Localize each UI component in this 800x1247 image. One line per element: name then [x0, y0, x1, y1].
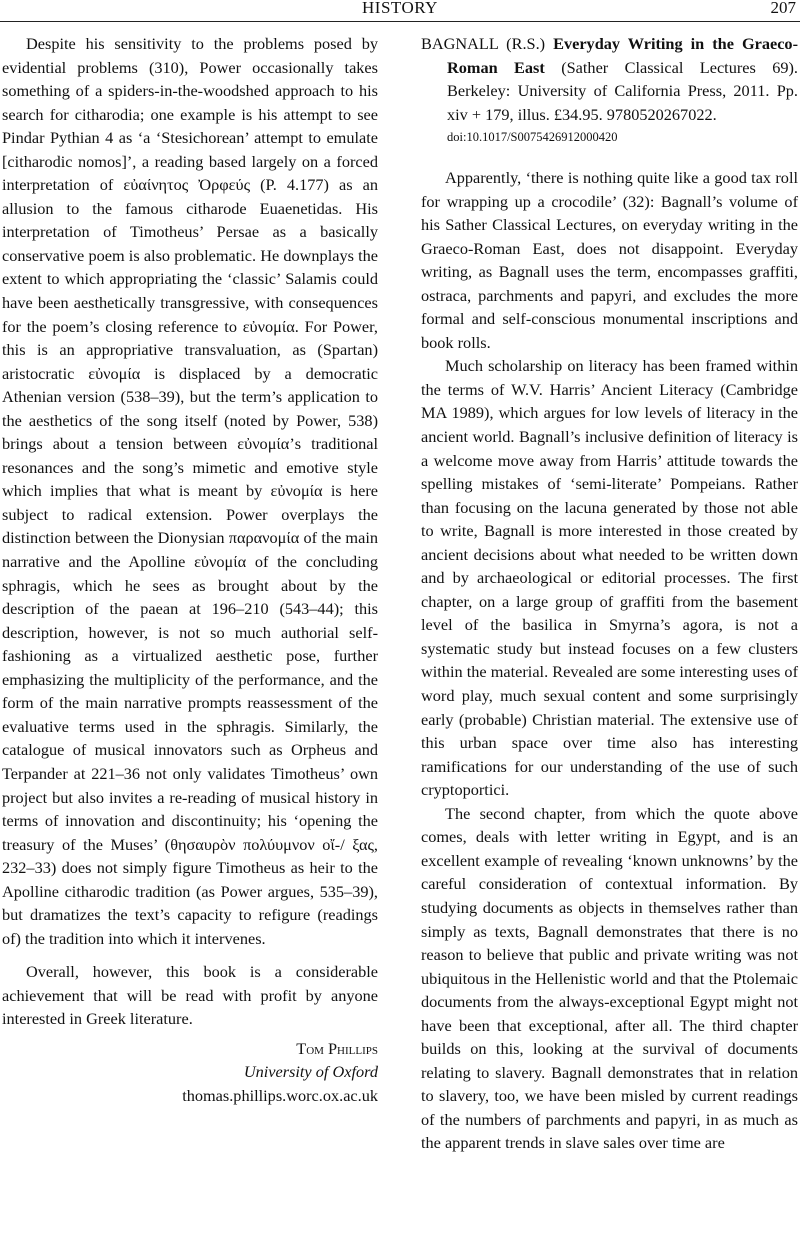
bib-author: BAGNALL (R.S.) [421, 34, 546, 53]
left-column [2, 32, 378, 1107]
bib-title: Everyday Writing in the Graeco-Roman East [447, 34, 798, 77]
reviewer-affiliation: University of Oxford [243, 1062, 378, 1082]
review-paragraph: Apparently, ‘there is nothing quite like a good tax roll for wrapping up a crocodile’ (32): Bagnall’s volume of his Sather Classical Lectures, on everyday writing in the Graeco-Roman East, does not disappoint. Everyday writing, as Bagnall uses the term, encompasses graffiti, ostraca, parchments and papyri, and excludes the more formal and self-conscious monumental inscriptions and book rolls. [421, 168, 798, 352]
review-paragraph: Much scholarship on literacy has been framed within the terms of W.V. Harris’ Ancient Literacy (Cambridge MA 1989), which argues for low levels of literacy in the ancient world. Bagnall’s inclusive definition of literacy is a welcome move away from Harris’ attitude towards the spelling mistakes of ‘semi-literate’ Pompeians. Rather than focusing on the lacuna generated by those not able to write, Bagnall is more interested in those created by ancient decisions about what needed to be written down and by archaeological or editorial processes. The first chapter, on a large group of graffiti from the basement level of the basilica in Smyrna’s agora, is not a systematic study but instead focuses on a few clusters within the material. Revealed are some interesting uses of word play, much sexual content and some surprisingly early (probable) Christian material. The extensive use of this urban space over time also has interesting ramifications for our understanding of the use of such cryptoportici. [421, 356, 798, 800]
bibliographic-entry [421, 32, 798, 126]
page-header [0, 0, 800, 22]
reviewer-name: Tom Phillips [296, 1038, 378, 1058]
doi-reference: doi:10.1017/S0075426912000420 [447, 130, 618, 144]
bib-details: (Sather Classical Lectures 69). Berkeley: University of California Press, 2011. Pp. xiv + 179, illus. £34.95. 9780520267022. [447, 57, 798, 124]
review-conclusion-paragraph: Overall, however, this book is a considerable achievement that will be read with profit by anyone interested in Greek literature. [2, 962, 378, 1029]
reviewer-email: thomas.phillips.worc.ox.ac.uk [182, 1085, 378, 1105]
header-rule [0, 21, 800, 22]
review-paragraph: The second chapter, from which the quote above comes, deals with letter writing in Egypt, and is an excellent example of revealing ‘known unknowns’ by the careful consideration of contextual information. By studying documents as objects in themselves rather than simply as texts, Bagnall demonstrates that there is no reason to believe that public and private writing was not ubiquitous in the Hellenistic world and that the Ptolemaic documents from the always-exceptional Egypt might not have been that exceptional, after all. The third chapter builds on this, looking at the survival of documents relating to slavery. Bagnall demonstrates that in relation to slavery, too, we have been misled by current readings of the numbers of parchments and papyri, in as much as the apparent trends in slave sales over time are [421, 803, 798, 1153]
review-paragraph: Despite his sensitivity to the problems posed by evidential problems (310), Power occasionally takes something of a spiders-in-the-woodshed approach to his search for citharodia; one example is his attempt to see Pindar Pythian 4 as ‘a ‘Stesichorean’ attempt to emulate [citharodic nomos]’, a reading based largely on a forced interpretation of εὐαίνητος Ὀρφεύς (P. 4.177) as an allusion to the famous citharode Euaenetidas. His interpretation of Timotheus’ Persae as a basically conservative poem is also problematic. He downplays the extent to which appropriating the ‘classic’ Salamis could have been aesthetically transgressive, with consequences for the poem’s closing reference to εὐνομία. For Power, this is an appropriative transvaluation, as (Spartan) aristocratic εὐνομία is displaced by a democratic Athenian version (538–39), but the term’s application to the aesthetics of the song itself (noted by Power, 538) brings about a tension between εὐνομία’s traditional resonances and the song’s mimetic and emotive style which implies that what is meant by εὐνομία is here subject to radical extension. Power overplays the distinction between the Dionysian παρανομία of the main narrative and the Apolline εὐνομία of the concluding sphragis, which he sees as brought about by the description of the paean at 196–210 (543–44); this description, however, is not so much authorial self-fashioning as a virtualized aesthetic pose, further emphasizing the multiplicity of the performance, and the form of the main narrative prompts reassessment of the evaluative terms used in the sphragis. Similarly, the catalogue of musical innovators such as Orpheus and Terpander at 221–36 not only validates Timotheus’ own project but also invites a re-reading of musical history in terms of innovation and discontinuity; his ‘opening the treasury of the Muses’ (θησαυρὸν πολύυμνον οἴ-/ ξας, 232–33) does not simply figure Timotheus as heir to the Apolline citharodic tradition (as Power argues, 535–39), but dramatizes the text’s capacity to refigure (readings of) the tradition into which it intervenes. [2, 34, 378, 948]
reviewer-signature [2, 1037, 378, 1108]
spacer [421, 148, 798, 166]
page-number: 207 [770, 0, 796, 17]
running-head: HISTORY [362, 0, 438, 17]
right-column [421, 32, 798, 1155]
